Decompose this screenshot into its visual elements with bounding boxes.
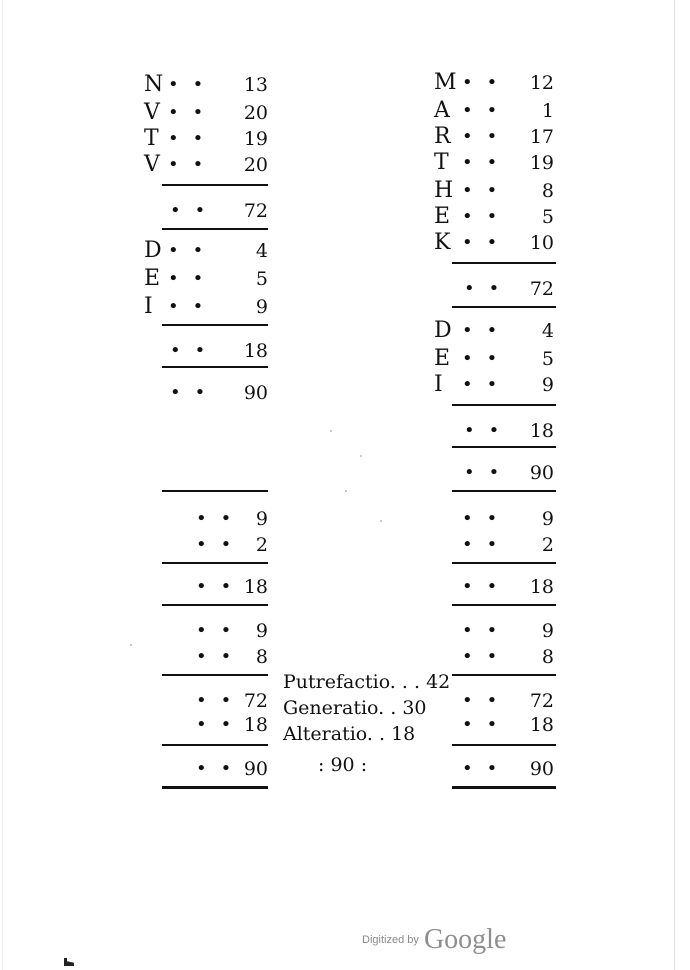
- row-value: 13: [243, 74, 268, 96]
- row-value: 9: [541, 620, 554, 642]
- lower-right-row: [452, 532, 556, 558]
- row-letter: E: [144, 266, 161, 291]
- lower-left-row: [170, 618, 270, 644]
- row-letter: R: [434, 124, 451, 149]
- row-value: 20: [243, 154, 268, 176]
- rule: [452, 786, 556, 789]
- left-row-i: [144, 294, 274, 320]
- label-dots: .: [379, 723, 392, 745]
- row-dots: ••: [462, 72, 512, 93]
- rule: [452, 446, 556, 448]
- row-dots: ••: [170, 340, 220, 361]
- row-value: 20: [243, 102, 268, 124]
- speck: [130, 644, 132, 646]
- left-row-n: [144, 72, 274, 98]
- right-subtotal-1: [434, 276, 564, 302]
- right-row-a: [434, 98, 564, 124]
- left-subtotal-2: [144, 338, 274, 364]
- row-value: 9: [541, 374, 554, 396]
- row-letter: A: [434, 98, 450, 123]
- left-row-d: [144, 238, 274, 264]
- row-dots: ••: [464, 278, 514, 299]
- row-value: 1: [541, 100, 554, 122]
- lower-left-sum: [170, 574, 270, 600]
- watermark-brand: Google: [423, 924, 507, 955]
- right-row-t: [434, 150, 564, 176]
- lower-left-row: [170, 506, 270, 532]
- row-value: 72: [529, 278, 554, 300]
- row-value: 18: [243, 576, 268, 598]
- speck: [330, 430, 332, 432]
- label-dots: :: [360, 754, 368, 776]
- rule: [162, 674, 268, 676]
- corner-mark: [64, 958, 74, 966]
- row-value: 10: [529, 232, 554, 254]
- right-row-h: [434, 178, 564, 204]
- row-dots: ••: [462, 180, 512, 201]
- row-dots: ••: [196, 714, 246, 735]
- row-value: 18: [529, 420, 554, 442]
- row-value: 2: [255, 534, 268, 556]
- row-value: 72: [243, 690, 268, 712]
- row-dots: ••: [196, 646, 246, 667]
- right-row-k: [434, 230, 564, 256]
- watermark-prefix: Digitized by: [362, 934, 419, 946]
- left-row-v: [144, 100, 274, 126]
- row-dots: ••: [196, 620, 246, 641]
- rule: [162, 604, 268, 606]
- row-dots: ••: [462, 320, 512, 341]
- rule: [162, 324, 268, 326]
- lower-right-row: [452, 506, 556, 532]
- row-dots: ••: [464, 420, 514, 441]
- row-letter: E: [434, 204, 451, 229]
- row-dots: ••: [196, 576, 246, 597]
- rule: [452, 674, 556, 676]
- row-letter: M: [434, 70, 457, 95]
- row-dots: ••: [462, 714, 512, 735]
- label-dots: :: [318, 754, 331, 776]
- lower-left-total: [170, 756, 270, 782]
- rule: [452, 306, 556, 308]
- row-value: 18: [243, 714, 268, 736]
- row-letter: V: [144, 152, 160, 177]
- lower-right-row: [452, 618, 556, 644]
- row-dots: ••: [462, 232, 512, 253]
- label-dots: .: [390, 697, 403, 719]
- row-value: 19: [529, 152, 554, 174]
- row-dots: ••: [462, 100, 512, 121]
- rule: [162, 228, 268, 230]
- row-value: 18: [529, 714, 554, 736]
- row-letter: V: [144, 100, 160, 125]
- row-dots: ••: [168, 154, 218, 175]
- label-value: 42: [426, 671, 451, 693]
- row-dots: ••: [196, 534, 246, 555]
- lower-left-row: [170, 644, 270, 670]
- right-row-e: [434, 204, 564, 230]
- speck: [380, 520, 382, 522]
- row-value: 9: [541, 508, 554, 530]
- row-value: 9: [255, 296, 268, 318]
- rule: [162, 366, 268, 368]
- row-dots: ••: [168, 74, 218, 95]
- row-value: 5: [541, 206, 554, 228]
- left-row-e: [144, 266, 274, 292]
- lower-right-sum: [452, 574, 556, 600]
- row-value: 12: [529, 72, 554, 94]
- row-value: 19: [243, 128, 268, 150]
- left-subtotal-1: [144, 198, 274, 224]
- left-row-t: [144, 126, 274, 152]
- row-dots: ••: [168, 128, 218, 149]
- row-letter: K: [434, 230, 451, 255]
- row-dots: ••: [462, 758, 512, 779]
- lower-right-row: [452, 644, 556, 670]
- label-dots: . .: [401, 671, 427, 693]
- label-value: 18: [391, 723, 416, 745]
- right-row-m: [434, 70, 564, 96]
- lower-left-row: [170, 688, 270, 714]
- row-value: 2: [541, 534, 554, 556]
- label-name: Generatio.: [283, 697, 385, 719]
- right-row-r: [434, 124, 564, 150]
- rule: [452, 490, 556, 492]
- rule: [162, 744, 268, 746]
- lower-left-row: [170, 712, 270, 738]
- rule: [452, 604, 556, 606]
- right-row-i: [434, 372, 564, 398]
- row-dots: ••: [464, 462, 514, 483]
- rule: [452, 262, 556, 264]
- row-value: 5: [255, 268, 268, 290]
- left-row-v2: [144, 152, 274, 178]
- row-value: 90: [243, 382, 268, 404]
- row-dots: ••: [168, 102, 218, 123]
- label-value: 90: [330, 754, 355, 776]
- label-generatio: [283, 696, 427, 720]
- rule: [162, 490, 268, 492]
- left-total: [144, 380, 274, 406]
- label-alteratio: [283, 722, 415, 746]
- row-value: 4: [541, 320, 554, 342]
- row-dots: ••: [462, 126, 512, 147]
- row-value: 5: [541, 348, 554, 370]
- page-left-edge: [2, 0, 3, 970]
- row-letter: T: [144, 126, 159, 151]
- row-dots: ••: [462, 374, 512, 395]
- row-value: 90: [529, 758, 554, 780]
- row-dots: ••: [462, 576, 512, 597]
- rule: [162, 184, 268, 186]
- row-letter: E: [434, 346, 451, 371]
- row-letter: D: [434, 318, 452, 343]
- row-letter: D: [144, 238, 162, 263]
- row-dots: ••: [168, 296, 218, 317]
- row-dots: ••: [462, 620, 512, 641]
- lower-right-row: [452, 712, 556, 738]
- row-dots: ••: [462, 348, 512, 369]
- label-putrefactio: [283, 670, 450, 694]
- row-dots: ••: [170, 200, 220, 221]
- label-name: Alteratio.: [283, 723, 373, 745]
- row-dots: ••: [462, 152, 512, 173]
- row-dots: ••: [196, 690, 246, 711]
- row-value: 8: [255, 646, 268, 668]
- label-value: 30: [402, 697, 427, 719]
- row-value: 90: [243, 758, 268, 780]
- row-value: 4: [255, 240, 268, 262]
- row-value: 18: [529, 576, 554, 598]
- row-dots: ••: [462, 508, 512, 529]
- row-value: 72: [243, 200, 268, 222]
- digitized-watermark: [362, 924, 506, 956]
- lower-right-row: [452, 688, 556, 714]
- row-dots: ••: [196, 758, 246, 779]
- row-value: 8: [541, 646, 554, 668]
- right-total: [434, 460, 564, 486]
- row-value: 8: [541, 180, 554, 202]
- row-value: 18: [243, 340, 268, 362]
- row-dots: ••: [462, 206, 512, 227]
- row-dots: ••: [196, 508, 246, 529]
- row-letter: H: [434, 178, 454, 203]
- rule: [452, 562, 556, 564]
- rule: [452, 744, 556, 746]
- row-dots: ••: [170, 382, 220, 403]
- label-name: Putrefactio.: [283, 671, 396, 693]
- row-dots: ••: [462, 690, 512, 711]
- speck: [360, 455, 362, 457]
- row-dots: ••: [168, 268, 218, 289]
- row-letter: I: [434, 372, 443, 397]
- speck: [345, 490, 347, 492]
- page-right-edge: [674, 0, 675, 970]
- rule: [452, 404, 556, 406]
- rule: [162, 786, 268, 789]
- rule: [162, 562, 268, 564]
- right-row-e2: [434, 346, 564, 372]
- row-value: 17: [529, 126, 554, 148]
- row-value: 9: [255, 508, 268, 530]
- lower-left-row: [170, 532, 270, 558]
- center-total: [318, 754, 367, 776]
- right-subtotal-2: [434, 418, 564, 444]
- row-value: 9: [255, 620, 268, 642]
- row-dots: ••: [462, 534, 512, 555]
- row-dots: ••: [168, 240, 218, 261]
- row-value: 90: [529, 462, 554, 484]
- lower-right-total: [452, 756, 556, 782]
- right-row-d: [434, 318, 564, 344]
- row-letter: N: [144, 72, 164, 97]
- row-letter: T: [434, 150, 449, 175]
- row-letter: I: [144, 294, 153, 319]
- row-value: 72: [529, 690, 554, 712]
- row-dots: ••: [462, 646, 512, 667]
